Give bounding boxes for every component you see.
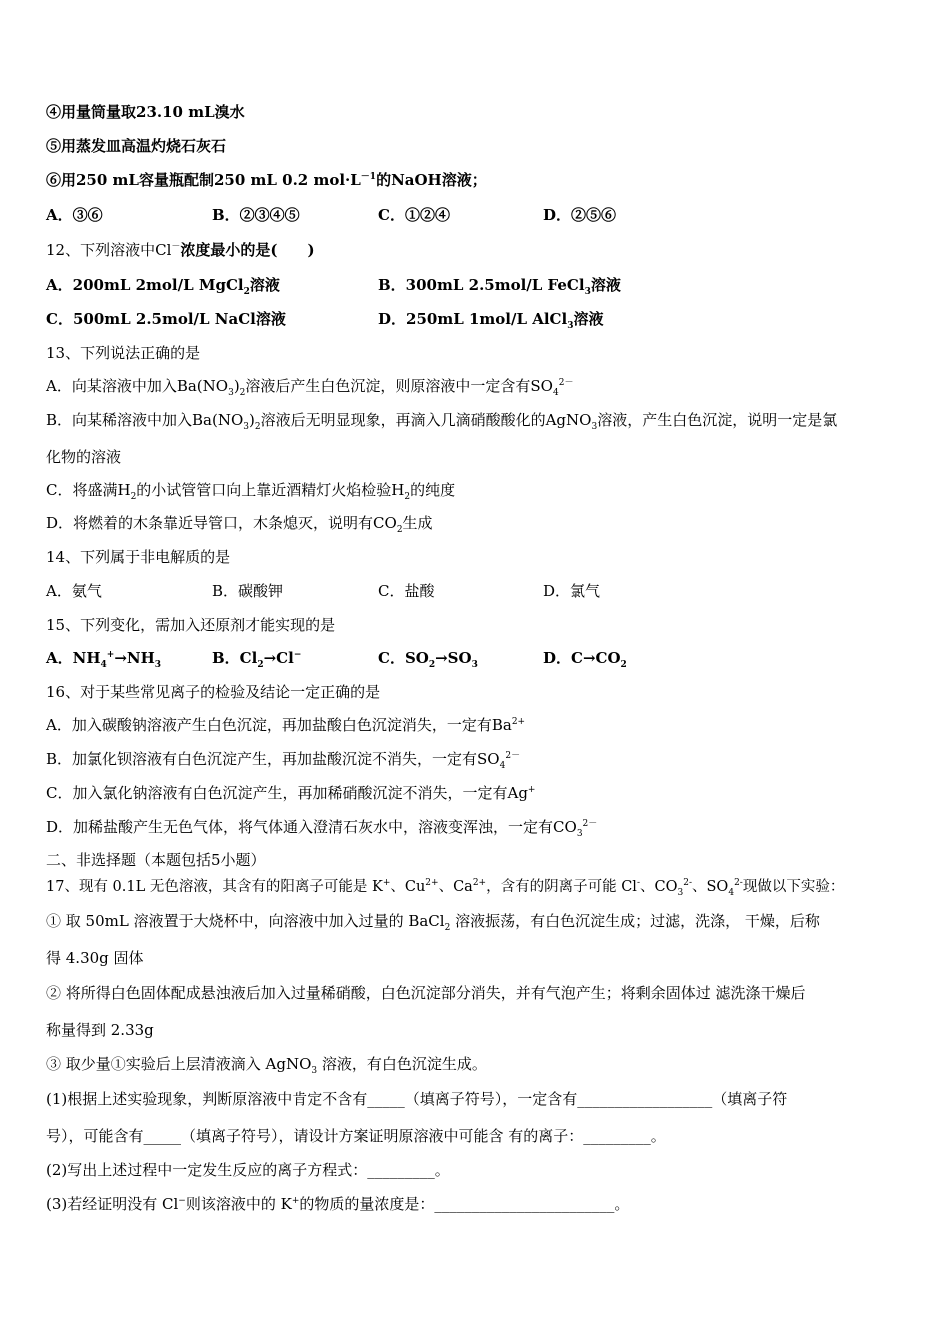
q16-stem: 16、对于某些常见离子的检验及结论一定正确的是 xyxy=(46,683,381,701)
text: ① 取 50mL 溶液置于大烧杯中，向溶液中加入过量的 BaCl xyxy=(46,912,445,930)
text: B．300mL 2.5mol/L FeCl xyxy=(378,276,585,294)
text: (3)若经证明没有 Cl xyxy=(46,1195,179,1213)
text: A．200mL 2mol/L MgCl xyxy=(46,276,244,294)
text: D．将燃着的木条靠近导管口，木条熄灭，说明有CO xyxy=(46,514,397,532)
line-volumetric-flask xyxy=(46,170,487,190)
text: 、Cu xyxy=(390,879,426,895)
subscript: 3 xyxy=(584,287,591,297)
text: D．加稀盐酸产生无色气体，将气体通入澄清石灰水中，溶液变浑浊，一定有CO xyxy=(46,818,577,836)
q17-part-1: (1)根据上述实验现象，判断原溶液中肯定不含有_____（填离子符号），一定含有__________________（填离子符 xyxy=(46,1090,788,1108)
text: ，含有的阴离子可能 Cl xyxy=(486,879,637,895)
q12-option-a xyxy=(46,275,280,295)
q16-option-d xyxy=(46,817,597,837)
superscript: + xyxy=(291,1196,300,1206)
q11-option-d: D．②⑤⑥ xyxy=(543,206,617,224)
superscript: - xyxy=(636,878,640,889)
text: 17、现有 0.1L 无色溶液，其含有的阳离子可能是 K xyxy=(46,879,383,895)
subscript: 2 xyxy=(428,660,436,670)
q15-stem: 15、下列变化，需加入还原剂才能实现的是 xyxy=(46,616,336,634)
subscript: 2 xyxy=(444,923,451,933)
subscript: 2 xyxy=(239,388,246,398)
section-heading: 二、非选择题（本题包括5小题） xyxy=(46,851,266,869)
text: 溶液振荡，有白色沉淀生成；过滤，洗涤， 干燥，后称 xyxy=(450,912,820,930)
subscript: 2 xyxy=(396,525,403,535)
text: 的纯度 xyxy=(410,481,456,499)
q17-step-1-continued: 得 4.30g 固体 xyxy=(46,949,144,967)
text: 溶液后无明显现象，再滴入几滴硝酸酸化的AgNO xyxy=(260,411,592,429)
q13-option-c xyxy=(46,480,455,500)
q11-option-a: A．③⑥ xyxy=(46,206,103,224)
superscript: − xyxy=(293,650,302,660)
q17-stem xyxy=(46,877,844,897)
text: →Cl xyxy=(263,649,294,667)
text: →NH xyxy=(114,649,155,667)
q14-option-b: B．碳酸钾 xyxy=(212,582,284,600)
q17-step-1 xyxy=(46,911,820,931)
subscript: 2 xyxy=(243,287,250,297)
text: ③ 取少量①实验后上层清液滴入 AgNO xyxy=(46,1055,312,1073)
line-measure-bromine: ④用量筒量取23.10 mL溴水 xyxy=(46,103,245,121)
superscript: + xyxy=(106,650,115,660)
text: 、Ca xyxy=(438,879,473,895)
text: 则该溶液中的 K xyxy=(185,1195,292,1213)
text: ) xyxy=(233,377,240,395)
q14-option-a: A．氨气 xyxy=(46,582,102,600)
q17-step-2-continued: 称量得到 2.33g xyxy=(46,1021,154,1039)
q17-part-1-continued: 号），可能含有_____（填离子符号），请设计方案证明原溶液中可能含 有的离子：_________。 xyxy=(46,1127,666,1145)
q13-option-b xyxy=(46,410,837,430)
text: A．加入碳酸钠溶液产生白色沉淀，再加盐酸白色沉淀消失，一定有Ba xyxy=(46,716,512,734)
q15-option-b xyxy=(212,648,301,668)
subscript: 3 xyxy=(567,321,574,331)
subscript: 3 xyxy=(243,422,249,432)
q14-option-c: C．盐酸 xyxy=(378,582,435,600)
text: 浓度最小的是( ) xyxy=(180,241,315,259)
q15-option-a xyxy=(46,648,161,668)
q13-option-a xyxy=(46,376,573,396)
superscript: 2- xyxy=(683,878,692,889)
superscript: + xyxy=(527,785,536,795)
subscript: 2 xyxy=(257,660,264,670)
q16-option-b xyxy=(46,749,520,769)
superscript: − xyxy=(178,1196,186,1206)
subscript: 2 xyxy=(130,492,137,502)
text: D．C→CO xyxy=(543,649,621,667)
text: 溶液后产生白色沉淀，则原溶液中一定含有SO xyxy=(245,377,553,395)
q13-option-d xyxy=(46,513,433,533)
subscript: 2 xyxy=(620,660,627,670)
q17-step-3 xyxy=(46,1054,487,1074)
subscript: 3 xyxy=(154,660,162,670)
q17-step-2: ② 将所得白色固体配成悬浊液后加入过量稀硝酸，白色沉淀部分消失，并有气泡产生；将剩余固体过 滤洗涤干燥后 xyxy=(46,984,806,1002)
text: A．NH xyxy=(46,649,101,667)
text: 的物质的量浓度是：________________________。 xyxy=(299,1195,630,1213)
q13-option-b-continued: 化物的溶液 xyxy=(46,448,122,466)
superscript: 2- xyxy=(734,878,743,889)
superscript: 2+ xyxy=(425,878,439,889)
subscript: 3 xyxy=(677,887,684,898)
text: 溶液 xyxy=(249,276,280,294)
subscript: 4 xyxy=(552,388,559,398)
q13-stem: 13、下列说法正确的是 xyxy=(46,344,201,362)
text: 的小试管管口向上靠近酒精灯火焰检验H xyxy=(136,481,405,499)
q15-option-c xyxy=(378,648,478,668)
q14-stem: 14、下列属于非电解质的是 xyxy=(46,548,231,566)
text: 生成 xyxy=(402,514,433,532)
q14-option-d: D．氯气 xyxy=(543,582,601,600)
subscript: 3 xyxy=(471,660,478,670)
q16-option-c xyxy=(46,783,535,803)
text: →SO xyxy=(435,649,472,667)
superscript: 2－ xyxy=(558,378,574,388)
text: 溶液，产生白色沉淀，说明一定是氯 xyxy=(597,411,838,429)
q17-part-2: (2)写出上述过程中一定发生反应的离子方程式：_________。 xyxy=(46,1161,450,1179)
text: C．加入氯化钠溶液有白色沉淀产生，再加稀硝酸沉淀不消失，一定有Ag xyxy=(46,784,528,802)
text: A．向某溶液中加入Ba(NO xyxy=(46,377,229,395)
subscript: 4 xyxy=(728,887,735,898)
text: 溶液 xyxy=(590,276,621,294)
text: B．加氯化钡溶液有白色沉淀产生，再加盐酸沉淀不消失，一定有SO xyxy=(46,750,500,768)
text: 12、下列溶液中Cl xyxy=(46,241,172,259)
superscript: 2+ xyxy=(511,717,526,727)
superscript: －1 xyxy=(360,172,377,182)
subscript: 3 xyxy=(576,829,583,839)
text: B．向某稀溶液中加入Ba(NO xyxy=(46,411,244,429)
text: 现做以下实验： xyxy=(742,879,845,895)
text: C．将盛满H xyxy=(46,481,131,499)
text: B．Cl xyxy=(212,649,258,667)
text: 、CO xyxy=(640,879,678,895)
q11-option-c: C．①②④ xyxy=(378,206,450,224)
line-evaporating-dish: ⑤用蒸发皿高温灼烧石灰石 xyxy=(46,137,227,155)
subscript: 2 xyxy=(404,492,411,502)
subscript: 4 xyxy=(100,660,107,670)
text: D．250mL 1mol/L AlCl xyxy=(378,310,568,328)
subscript: 2 xyxy=(254,422,261,432)
subscript: 3 xyxy=(591,422,598,432)
superscript: 2－ xyxy=(582,819,598,829)
subscript: 4 xyxy=(499,761,506,771)
text: C．SO xyxy=(378,649,429,667)
superscript: 2－ xyxy=(505,751,521,761)
text: ) xyxy=(249,411,255,429)
text: 、SO xyxy=(692,879,729,895)
q12-option-d xyxy=(378,309,603,329)
q15-option-d xyxy=(543,648,627,668)
superscript: + xyxy=(382,878,391,889)
q17-part-3 xyxy=(46,1194,629,1214)
q12-stem xyxy=(46,240,315,260)
q16-option-a xyxy=(46,715,525,735)
superscript: － xyxy=(171,242,181,252)
text: 溶液，有白色沉淀生成。 xyxy=(317,1055,487,1073)
superscript: 2+ xyxy=(472,878,487,889)
text: 的NaOH溶液； xyxy=(376,171,487,189)
text: ⑥用250 mL容量瓶配制250 mL 0.2 mol·L xyxy=(46,171,361,189)
subscript: 3 xyxy=(311,1066,318,1076)
q11-option-b: B．②③④⑤ xyxy=(212,206,300,224)
subscript: 3 xyxy=(228,388,234,398)
text: 溶液 xyxy=(573,310,604,328)
q12-option-c: C．500mL 2.5mol/L NaCl溶液 xyxy=(46,310,286,328)
q12-option-b xyxy=(378,275,621,295)
